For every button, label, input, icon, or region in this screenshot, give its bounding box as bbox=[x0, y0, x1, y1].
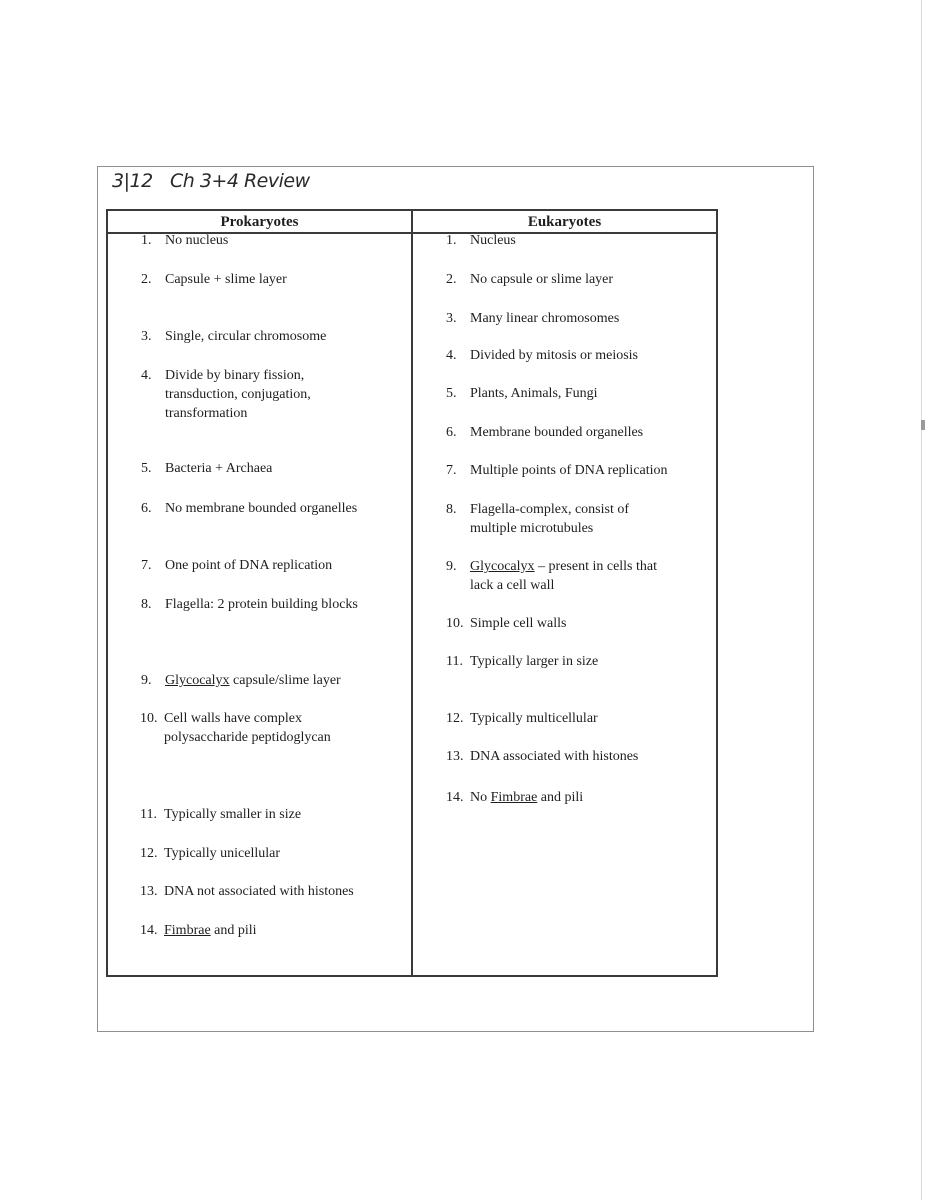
item-line: Typically smaller in size bbox=[164, 807, 302, 822]
item-text-rest: and pili bbox=[537, 790, 584, 805]
item-text bbox=[165, 270, 287, 289]
item-number: 3. bbox=[446, 311, 457, 326]
item-number: 1. bbox=[446, 233, 457, 248]
list-item bbox=[446, 346, 638, 365]
handwritten-date: 3|12 bbox=[112, 170, 153, 192]
item-line: No membrane bounded organelles bbox=[165, 501, 358, 516]
item-text bbox=[470, 270, 613, 289]
item-text bbox=[470, 747, 638, 766]
item-number: 4. bbox=[446, 348, 457, 363]
eukaryotes-heading: Eukaryotes bbox=[527, 214, 602, 230]
item-line: Multiple points of DNA replication bbox=[470, 463, 668, 478]
item-number: 4. bbox=[141, 368, 152, 383]
item-text bbox=[165, 459, 272, 478]
item-line: transformation bbox=[165, 406, 248, 421]
item-text bbox=[470, 614, 566, 633]
item-number: 6. bbox=[446, 425, 457, 440]
item-line: Cell walls have complex bbox=[164, 711, 303, 726]
item-number: 8. bbox=[446, 502, 457, 517]
item-number: 10. bbox=[140, 711, 158, 726]
item-number: 11. bbox=[140, 807, 157, 822]
item-number: 12. bbox=[140, 846, 158, 861]
item-number: 13. bbox=[446, 749, 464, 764]
item-number: 5. bbox=[141, 461, 152, 476]
item-line: Many linear chromosomes bbox=[470, 311, 620, 326]
list-item bbox=[140, 882, 354, 901]
item-line: Membrane bounded organelles bbox=[470, 425, 644, 440]
item-number: 9. bbox=[446, 559, 457, 574]
list-item bbox=[141, 270, 287, 289]
list-item bbox=[446, 423, 643, 442]
item-line: One point of DNA replication bbox=[165, 558, 333, 573]
item-line: transduction, conjugation, bbox=[165, 387, 311, 402]
item-line: Typically larger in size bbox=[470, 654, 599, 669]
item-text bbox=[165, 595, 358, 614]
item-line: No capsule or slime layer bbox=[470, 272, 614, 287]
item-number: 14. bbox=[446, 790, 464, 805]
item-text bbox=[470, 309, 619, 328]
item-number: 2. bbox=[446, 272, 457, 287]
handwritten-title: Ch 3+4 Review bbox=[170, 170, 310, 192]
list-item bbox=[446, 231, 516, 250]
item-text-rest: – present in cells that bbox=[534, 559, 657, 574]
list-item bbox=[141, 671, 341, 690]
item-text bbox=[470, 231, 516, 250]
item-number: 7. bbox=[446, 463, 457, 478]
item-line: Capsule + slime layer bbox=[165, 272, 287, 287]
item-line: lack a cell wall bbox=[470, 578, 555, 593]
underlined-term: Glycocalyx bbox=[470, 559, 535, 574]
item-line: Typically unicellular bbox=[164, 846, 281, 861]
item-text bbox=[164, 921, 257, 940]
list-item bbox=[446, 788, 583, 807]
list-item bbox=[141, 499, 357, 518]
item-line: Simple cell walls bbox=[470, 616, 567, 631]
list-item bbox=[140, 844, 280, 863]
list-item bbox=[140, 805, 301, 824]
item-number: 1. bbox=[141, 233, 152, 248]
list-item bbox=[141, 556, 332, 575]
item-number: 11. bbox=[446, 654, 463, 669]
list-item bbox=[446, 557, 657, 595]
list-item bbox=[446, 614, 566, 633]
item-text-rest: capsule/slime layer bbox=[229, 673, 341, 688]
item-line: DNA associated with histones bbox=[470, 749, 639, 764]
item-number: 3. bbox=[141, 329, 152, 344]
item-number: 9. bbox=[141, 673, 152, 688]
item-number: 6. bbox=[141, 501, 152, 516]
item-line: polysaccharide peptidoglycan bbox=[164, 730, 331, 745]
list-item bbox=[446, 270, 613, 289]
item-text bbox=[470, 384, 598, 403]
page-edge-line bbox=[921, 0, 922, 1200]
item-number: 2. bbox=[141, 272, 152, 287]
item-text bbox=[165, 366, 311, 423]
list-item bbox=[446, 747, 638, 766]
item-line: Plants, Animals, Fungi bbox=[470, 386, 598, 401]
item-line: multiple microtubules bbox=[470, 521, 594, 536]
item-line: Divided by mitosis or meiosis bbox=[470, 348, 638, 363]
item-text bbox=[165, 499, 357, 518]
underlined-term: Glycocalyx bbox=[165, 673, 230, 688]
item-text bbox=[470, 500, 629, 538]
item-number: 8. bbox=[141, 597, 152, 612]
item-text bbox=[470, 652, 598, 671]
item-line: Single, circular chromosome bbox=[165, 329, 327, 344]
list-item bbox=[446, 500, 629, 538]
list-item bbox=[141, 459, 272, 478]
list-item bbox=[446, 709, 598, 728]
list-item bbox=[446, 384, 598, 403]
item-number: 13. bbox=[140, 884, 158, 899]
item-text bbox=[164, 805, 301, 824]
item-line: DNA not associated with histones bbox=[164, 884, 354, 899]
scan-mark bbox=[921, 420, 925, 430]
list-item bbox=[446, 309, 619, 328]
item-line: Typically multicellular bbox=[470, 711, 598, 726]
column-divider bbox=[411, 211, 413, 975]
item-number: 7. bbox=[141, 558, 152, 573]
item-text bbox=[470, 557, 657, 595]
item-text bbox=[165, 327, 326, 346]
item-text bbox=[165, 231, 228, 250]
list-item bbox=[140, 709, 331, 747]
item-line: Flagella: 2 protein building blocks bbox=[165, 597, 358, 612]
item-text bbox=[164, 882, 354, 901]
item-line: Flagella-complex, consist of bbox=[470, 502, 630, 517]
item-line: Bacteria + Archaea bbox=[165, 461, 273, 476]
item-text-prefix: No bbox=[470, 790, 491, 805]
list-item bbox=[446, 652, 598, 671]
prokaryotes-heading: Prokaryotes bbox=[220, 214, 299, 230]
list-item bbox=[446, 461, 668, 480]
item-text bbox=[164, 844, 280, 863]
list-item bbox=[141, 595, 358, 614]
list-item bbox=[141, 366, 311, 423]
list-item bbox=[141, 231, 228, 250]
item-text bbox=[165, 671, 341, 690]
item-text bbox=[470, 346, 638, 365]
item-text bbox=[470, 423, 643, 442]
item-text bbox=[470, 461, 668, 480]
item-text-rest: and pili bbox=[210, 923, 257, 938]
list-item bbox=[141, 327, 326, 346]
item-text bbox=[470, 788, 583, 807]
item-line: Divide by binary fission, bbox=[165, 368, 305, 383]
item-line: No nucleus bbox=[165, 233, 229, 248]
item-number: 14. bbox=[140, 923, 158, 938]
underlined-term: Fimbrae bbox=[164, 923, 211, 938]
list-item bbox=[140, 921, 257, 940]
item-line: Nucleus bbox=[470, 233, 516, 248]
item-text bbox=[165, 556, 332, 575]
item-number: 5. bbox=[446, 386, 457, 401]
item-number: 12. bbox=[446, 711, 464, 726]
underlined-term: Fimbrae bbox=[490, 790, 538, 805]
item-text bbox=[470, 709, 598, 728]
item-number: 10. bbox=[446, 616, 464, 631]
item-text bbox=[164, 709, 331, 747]
